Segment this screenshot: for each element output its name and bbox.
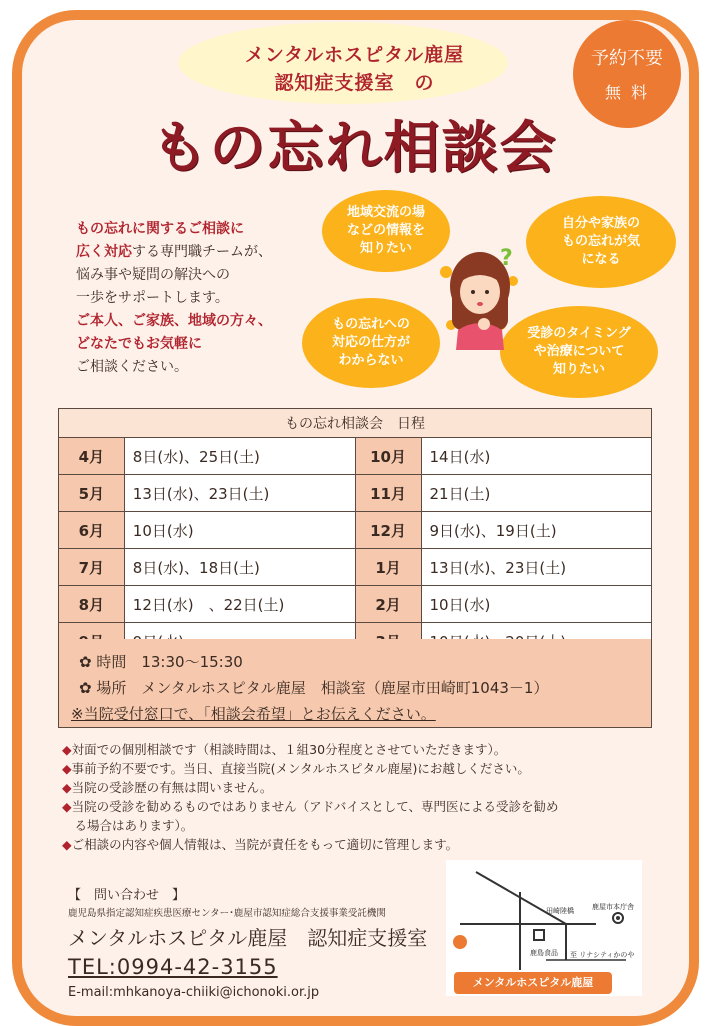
bubble-text: もの忘れへの 対応の仕方が わからない — [331, 317, 410, 368]
note-text: 当院の受診を勧めるものではありません（アドバイスとして、専門医による受診を勧め — [71, 799, 559, 814]
contact-heading: 【 問い合わせ 】 — [68, 888, 186, 903]
note-text: 当院の受診歴の有無は問いません。 — [71, 780, 273, 795]
thought-bubble-community — [322, 190, 450, 272]
contact-subtitle: 鹿児島県指定認知症疾患医療センター･鹿屋市認知症総合支援事業受託機関 — [68, 908, 386, 919]
contact-block — [68, 884, 458, 1000]
table-row — [59, 438, 652, 475]
page-title: もの忘れ相談会 — [151, 116, 558, 181]
note-item: ◆当院の受診歴の有無は問いません。 — [62, 780, 273, 795]
place-text: ✿ 場所 メンタルホスピタル鹿屋 相談室（鹿屋市田崎町1043－1） — [79, 679, 549, 697]
badge-line1: 予約不要 — [591, 48, 663, 69]
intro-line: 一歩をサポートします。 — [76, 290, 229, 306]
month-cell: 4月 — [59, 438, 125, 475]
contact-name: メンタルホスピタル鹿屋 認知症支援室 — [68, 926, 428, 950]
month-cell: 5月 — [59, 475, 125, 512]
intro-emphasis: 広く対応 — [76, 244, 132, 260]
question-mark-icon: ? — [500, 246, 513, 271]
date-cell: 13日(水)、23日(土) — [124, 475, 355, 512]
schedule-title: もの忘れ相談会 日程 — [59, 409, 652, 438]
bubble-text: 受診のタイミング や治療について 知りたい — [527, 326, 631, 377]
note-item: ◆事前予約不要です。当日、直接当院(メンタルホスピタル鹿屋)にお越しください。 — [62, 761, 530, 776]
date-cell: 13日(水)、23日(土) — [421, 549, 651, 586]
table-row — [59, 475, 652, 512]
phone-link[interactable]: TEL:0994-42-3155 — [68, 955, 278, 979]
date-cell: 14日(水) — [421, 438, 651, 475]
badge-line2: 無料 — [604, 83, 657, 102]
note-text: 対面での個別相談です（相談時間は、１組30分程度とさせていただきます）。 — [71, 742, 507, 757]
month-cell: 8月 — [59, 586, 125, 623]
note-item: ◆当院の受診を勧めるものではありません（アドバイスとして、専門医による受診を勧め — [62, 799, 559, 814]
org-name-line2: 認知症支援室 の — [274, 72, 435, 94]
map-label-bridge: 田崎陸橋 — [546, 907, 574, 915]
thought-bubble-family — [526, 196, 676, 288]
date-cell: 9日(水)、19日(土) — [421, 512, 651, 549]
thought-bubble-care — [302, 298, 440, 388]
intro-line: する専門職チームが、 — [132, 244, 272, 260]
email-link[interactable]: E-mail:mhkanoya-chiiki@ichonoki.or.jp — [68, 985, 320, 1000]
note-item — [62, 816, 682, 835]
date-cell: 8日(水)、25日(土) — [124, 438, 355, 475]
table-row — [59, 586, 652, 623]
thought-bubble-treatment — [500, 306, 658, 398]
date-cell: 21日(土) — [421, 475, 651, 512]
notes-list — [62, 740, 682, 854]
intro-line: どなたでもお気軽に — [76, 336, 202, 352]
note-text: ご相談の内容や個人情報は、当院が責任をもって適切に管理します。 — [71, 837, 459, 852]
intro-line: 悩み事や疑問の解決への — [76, 267, 230, 283]
month-cell: 12月 — [355, 512, 421, 549]
month-cell: 11月 — [355, 475, 421, 512]
bubble-text: 地域交流の場 などの情報を 知りたい — [346, 205, 425, 256]
table-row — [59, 549, 652, 586]
map-label-cityhall: 鹿屋市本庁舎 — [592, 903, 634, 911]
intro-line: ご本人、ご家族、地域の方々、 — [76, 313, 272, 329]
bubble-text: 自分や家族の もの忘れが気 になる — [561, 216, 640, 267]
date-cell: 10日(水) — [421, 586, 651, 623]
month-cell: 6月 — [59, 512, 125, 549]
time-text: ✿ 時間 13:30～15:30 — [79, 653, 243, 671]
month-cell: 1月 — [355, 549, 421, 586]
date-cell: 8日(水)、18日(土) — [124, 549, 355, 586]
date-cell: 10日(水) — [124, 512, 355, 549]
date-cell: 12日(水) 、22日(土) — [124, 586, 355, 623]
time-place-box — [58, 639, 652, 728]
map-hospital-banner: メンタルホスピタル鹿屋 — [452, 970, 614, 996]
org-name-line1: メンタルホスピタル鹿屋 — [244, 44, 465, 66]
map-label-direction: 至 リナシティかのや — [570, 951, 635, 959]
month-cell: 7月 — [59, 549, 125, 586]
note-text: 事前予約不要です。当日、直接当院(メンタルホスピタル鹿屋)にお越しください。 — [71, 761, 530, 776]
intro-line: ご相談ください。 — [76, 359, 188, 375]
note-text: る場合はあります）。 — [62, 818, 194, 833]
intro-text — [76, 218, 316, 379]
intro-line: もの忘れに関するご相談に — [76, 221, 244, 237]
map-label-shop: 鹿島食品 — [530, 949, 558, 957]
table-row — [59, 512, 652, 549]
free-no-reservation-badge — [573, 20, 681, 128]
schedule-table — [58, 408, 652, 660]
month-cell: 10月 — [355, 438, 421, 475]
month-cell: 2月 — [355, 586, 421, 623]
reception-note: ※当院受付窓口で、「相談会希望」とお伝えください。 — [71, 705, 436, 723]
note-item: ◆ご相談の内容や個人情報は、当院が責任をもって適切に管理します。 — [62, 837, 459, 852]
note-item: ◆対面での個別相談です（相談時間は、１組30分程度とさせていただきます）。 — [62, 742, 507, 757]
